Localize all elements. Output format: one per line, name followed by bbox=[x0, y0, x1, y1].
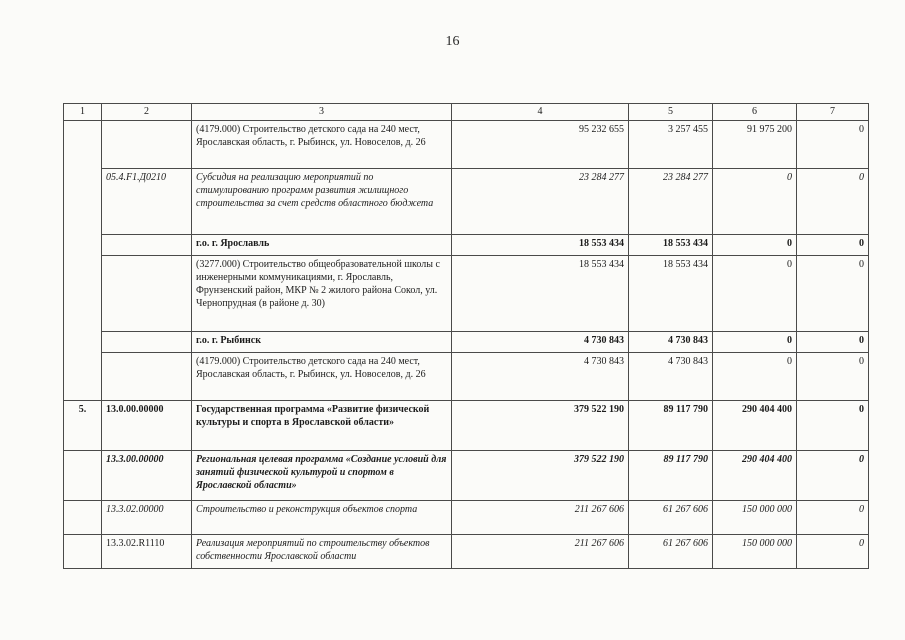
row-number-cell bbox=[64, 121, 102, 401]
row-col7-cell: 0 bbox=[797, 501, 869, 535]
row-col6-cell: 150 000 000 bbox=[713, 501, 797, 535]
column-header-1: 1 bbox=[64, 104, 102, 121]
row-name-cell: г.о. г. Рыбинск bbox=[192, 332, 452, 353]
row-number-cell bbox=[64, 501, 102, 535]
row-name-cell: г.о. г. Ярославль bbox=[192, 235, 452, 256]
row-col7-cell: 0 bbox=[797, 451, 869, 501]
row-col6-cell: 0 bbox=[713, 256, 797, 332]
row-col5-cell: 89 117 790 bbox=[629, 401, 713, 451]
row-code-cell bbox=[102, 235, 192, 256]
row-total-cell: 379 522 190 bbox=[452, 451, 629, 501]
row-col5-cell: 3 257 455 bbox=[629, 121, 713, 169]
column-header-2: 2 bbox=[102, 104, 192, 121]
row-col6-cell: 0 bbox=[713, 353, 797, 401]
row-number-cell: 5. bbox=[64, 401, 102, 451]
column-header-4: 4 bbox=[452, 104, 629, 121]
table-row bbox=[64, 535, 869, 569]
table-row bbox=[64, 121, 869, 169]
row-total-cell: 4 730 843 bbox=[452, 332, 629, 353]
row-name-cell: (4179.000) Строительство детского сада на 240 мест, Ярославская область, г. Рыбинск, ул. Новоселов, д. 26 bbox=[192, 121, 452, 169]
row-total-cell: 18 553 434 bbox=[452, 235, 629, 256]
row-total-cell: 95 232 655 bbox=[452, 121, 629, 169]
row-col6-cell: 290 404 400 bbox=[713, 451, 797, 501]
table-row bbox=[64, 169, 869, 235]
table-row bbox=[64, 256, 869, 332]
row-total-cell: 18 553 434 bbox=[452, 256, 629, 332]
column-header-3: 3 bbox=[192, 104, 452, 121]
row-col5-cell: 4 730 843 bbox=[629, 332, 713, 353]
row-code-cell bbox=[102, 332, 192, 353]
row-name-cell: (3277.000) Строительство общеобразовательной школы с инженерными коммуникациями, г. Ярославль, Фрунзенский район, МКР № 2 жилого района Сокол, ул. Чернопрудная (в районе д. 30) bbox=[192, 256, 452, 332]
row-col5-cell: 61 267 606 bbox=[629, 535, 713, 569]
row-name-cell: Субсидия на реализацию мероприятий по стимулированию программ развития жилищного строительства за счет средств областного бюджета bbox=[192, 169, 452, 235]
row-number-cell bbox=[64, 535, 102, 569]
row-col5-cell: 61 267 606 bbox=[629, 501, 713, 535]
row-code-cell: 13.0.00.00000 bbox=[102, 401, 192, 451]
row-col5-cell: 18 553 434 bbox=[629, 235, 713, 256]
table-row bbox=[64, 501, 869, 535]
row-col5-cell: 23 284 277 bbox=[629, 169, 713, 235]
table-header-row bbox=[64, 104, 869, 121]
row-col5-cell: 89 117 790 bbox=[629, 451, 713, 501]
row-col6-cell: 91 975 200 bbox=[713, 121, 797, 169]
table-row bbox=[64, 401, 869, 451]
row-code-cell: 13.3.02.00000 bbox=[102, 501, 192, 535]
row-col6-cell: 0 bbox=[713, 169, 797, 235]
row-col6-cell: 0 bbox=[713, 332, 797, 353]
row-total-cell: 379 522 190 bbox=[452, 401, 629, 451]
row-col7-cell: 0 bbox=[797, 535, 869, 569]
row-col6-cell: 150 000 000 bbox=[713, 535, 797, 569]
row-col7-cell: 0 bbox=[797, 353, 869, 401]
row-col6-cell: 0 bbox=[713, 235, 797, 256]
table-row bbox=[64, 235, 869, 256]
row-col7-cell: 0 bbox=[797, 169, 869, 235]
row-total-cell: 211 267 606 bbox=[452, 501, 629, 535]
row-name-cell: Региональная целевая программа «Создание условий для занятий физической культурой и спортом в Ярославской области» bbox=[192, 451, 452, 501]
row-code-cell bbox=[102, 256, 192, 332]
budget-table bbox=[63, 103, 869, 569]
table-row bbox=[64, 451, 869, 501]
page-number: 16 bbox=[445, 34, 460, 49]
row-col6-cell: 290 404 400 bbox=[713, 401, 797, 451]
row-total-cell: 4 730 843 bbox=[452, 353, 629, 401]
row-code-cell: 13.3.00.00000 bbox=[102, 451, 192, 501]
row-code-cell: 13.3.02.R1110 bbox=[102, 535, 192, 569]
row-number-cell bbox=[64, 451, 102, 501]
row-name-cell: Реализация мероприятий по строительству объектов собственности Ярославской области bbox=[192, 535, 452, 569]
row-col7-cell: 0 bbox=[797, 235, 869, 256]
row-col7-cell: 0 bbox=[797, 332, 869, 353]
row-name-cell: Строительство и реконструкция объектов спорта bbox=[192, 501, 452, 535]
row-total-cell: 211 267 606 bbox=[452, 535, 629, 569]
table-row bbox=[64, 353, 869, 401]
row-col5-cell: 4 730 843 bbox=[629, 353, 713, 401]
column-header-7: 7 bbox=[797, 104, 869, 121]
row-name-cell: Государственная программа «Развитие физической культуры и спорта в Ярославской области» bbox=[192, 401, 452, 451]
row-col7-cell: 0 bbox=[797, 401, 869, 451]
row-col7-cell: 0 bbox=[797, 121, 869, 169]
row-name-cell: (4179.000) Строительство детского сада на 240 мест, Ярославская область, г. Рыбинск, ул. Новоселов, д. 26 bbox=[192, 353, 452, 401]
row-code-cell bbox=[102, 121, 192, 169]
column-header-5: 5 bbox=[629, 104, 713, 121]
row-code-cell bbox=[102, 353, 192, 401]
row-total-cell: 23 284 277 bbox=[452, 169, 629, 235]
row-col5-cell: 18 553 434 bbox=[629, 256, 713, 332]
row-code-cell: 05.4.F1.Д0210 bbox=[102, 169, 192, 235]
column-header-6: 6 bbox=[713, 104, 797, 121]
row-col7-cell: 0 bbox=[797, 256, 869, 332]
table-row bbox=[64, 332, 869, 353]
